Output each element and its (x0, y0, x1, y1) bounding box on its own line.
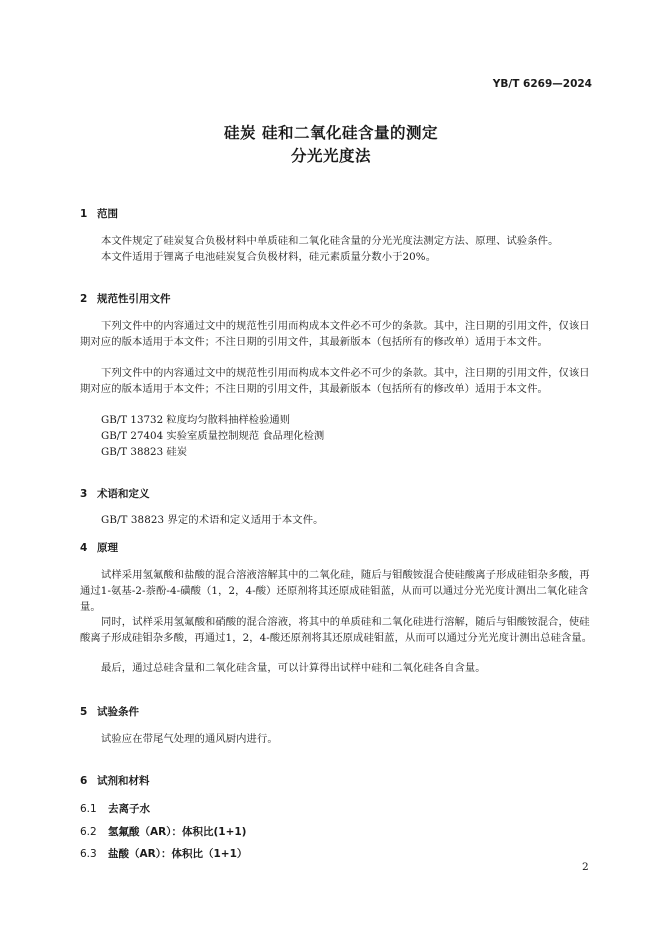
section-4-paragraph-1: 试样采用氢氟酸和盐酸的混合溶液溶解其中的二氧化硅，随后与钼酸铵混合使硅酸离子形成硅钼杂多酸，再通过1-氨基-2-萘酚-4-磺酸（1，2，4-酸）还原剂将其还原成硅钼蓝，从而可以通过分光光度计测出二氧化硅含量。 (80, 569, 590, 613)
section-title: 范围 (97, 208, 118, 220)
section-1-paragraph-1: 本文件规定了硅炭复合负极材料中单质硅和二氧化硅含量的分光光度法测定方法、原理、试验条件。 (101, 235, 559, 247)
section-4-paragraph-2: 同时，试样采用氢氟酸和硝酸的混合溶液，将其中的单质硅和二氧化硅进行溶解，随后与钼酸铵混合，使硅酸离子形成硅钼杂多酸，再通过1，2，4-酸还原剂将其还原成硅钼蓝，从而可以通过分光光度计测出总硅含量。 (80, 616, 593, 644)
subsection-6-1 (80, 801, 150, 816)
section-4-paragraph-3: 最后，通过总硅含量和二氧化硅含量，可以计算得出试样中硅和二氧化硅各自含量。 (101, 662, 486, 674)
subsection-number: 6.2 (80, 826, 97, 838)
section-5-paragraph-1: 试验应在带尾气处理的通风厨内进行。 (101, 733, 278, 745)
section-number: 2 (80, 293, 88, 305)
section-1-paragraph-2: 本文件适用于锂离子电池硅炭复合负极材料，硅元素质量分数小于20%。 (101, 251, 437, 263)
subsection-title: 去离子水 (108, 803, 150, 815)
subsection-number: 6.3 (80, 848, 97, 860)
section-title: 规范性引用文件 (97, 293, 171, 305)
subsection-title: 盐酸（AR）：体积比（1+1） (108, 848, 248, 860)
section-3-heading (80, 486, 150, 501)
reference-item: GB/T 38823 硅炭 (101, 446, 188, 458)
reference-item: GB/T 27404 实验室质量控制规范 食品理化检测 (101, 430, 325, 442)
section-4-heading (80, 540, 118, 555)
section-6-heading (80, 773, 150, 788)
subsection-title: 氢氟酸（AR）：体积比(1+1) (108, 826, 247, 838)
subsection-6-3 (80, 846, 247, 861)
section-2-heading (80, 291, 171, 306)
section-3-paragraph-1: GB/T 38823 界定的术语和定义适用于本文件。 (101, 514, 324, 526)
section-number: 3 (80, 488, 88, 500)
section-2-paragraph-1: 下列文件中的内容通过文中的规范性引用而构成本文件必不可少的条款。其中，注日期的引用文件，仅该日期对应的版本适用于本文件；不注日期的引用文件，其最新版本（包括所有的修改单）适用于本文件。 (80, 320, 590, 348)
section-number: 6 (80, 775, 88, 787)
section-number: 1 (80, 208, 88, 220)
section-title: 原理 (97, 542, 118, 554)
document-title-line2: 分光光度法 (290, 147, 371, 165)
document-title-line1: 硅炭 硅和二氧化硅含量的测定 (224, 124, 438, 142)
section-2-paragraph-2: 下列文件中的内容通过文中的规范性引用而构成本文件必不可少的条款。其中，注日期的引用文件，仅该日期对应的版本适用于本文件；不注日期的引用文件，其最新版本（包括所有的修改单）适用于本文件。 (80, 367, 590, 395)
section-1-heading (80, 206, 118, 221)
standard-number: YB/T 6269—2024 (492, 78, 592, 90)
reference-item: GB/T 13732 粒度均匀散料抽样检验通则 (101, 414, 290, 426)
page-number: 2 (582, 861, 589, 873)
section-5-heading (80, 704, 139, 719)
section-title: 试验条件 (97, 706, 139, 718)
section-title: 术语和定义 (97, 488, 150, 500)
subsection-number: 6.1 (80, 803, 97, 815)
subsection-6-2 (80, 824, 246, 839)
section-title: 试剂和材料 (97, 775, 150, 787)
section-number: 5 (80, 706, 88, 718)
section-number: 4 (80, 542, 88, 554)
